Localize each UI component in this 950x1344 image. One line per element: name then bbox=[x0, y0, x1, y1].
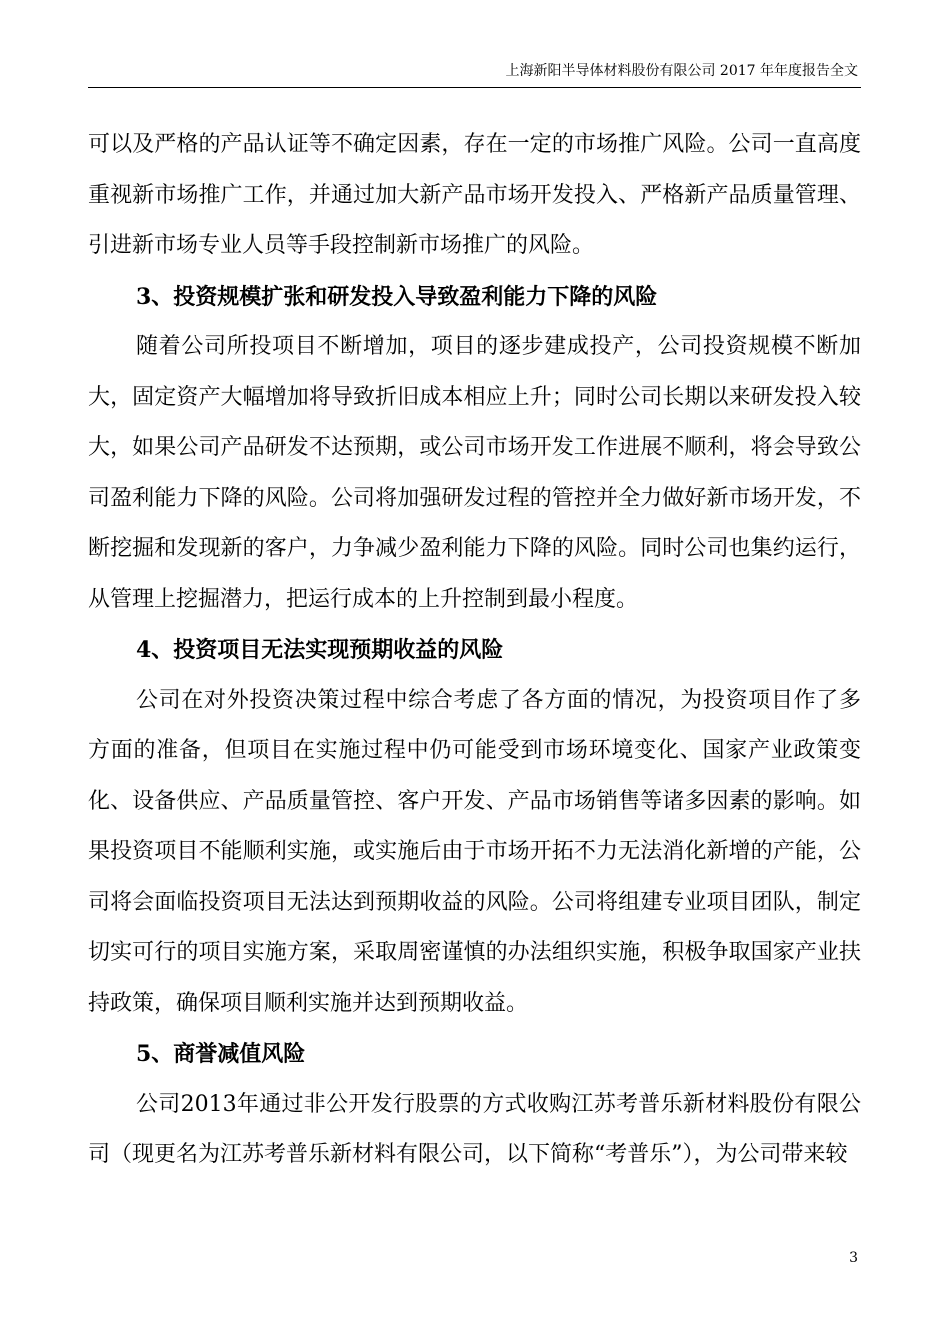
section-heading-3: 3、投资规模扩张和研发投入导致盈利能力下降的风险 bbox=[136, 283, 658, 310]
header-divider bbox=[88, 87, 861, 88]
body-paragraph: 公司在对外投资决策过程中综合考虑了各方面的情况，为投资项目作了多方面的准备，但项目在实施过程中仍可能受到市场环境变化、国家产业政策变化、设备供应、产品质量管控、客户开发、产品市场销售等诸多因素的影响。如果投资项目不能顺利实施，或实施后由于市场开拓不力无法消化新增的产能，公司将会面临投资项目无法达到预期收益的风险。公司将组建专业项目团队，制定切实可行的项目实施方案，采取周密谨慎的办法组织实施，积极争取国家产业扶持政策，确保项目顺利实施并达到预期收益。 bbox=[88, 687, 861, 1016]
page-number: 3 bbox=[849, 1250, 858, 1266]
body-paragraph: 可以及严格的产品认证等不确定因素，存在一定的市场推广风险。公司一直高度重视新市场推广工作，并通过加大新产品市场开发投入、严格新产品质量管理、引进新市场专业人员等手段控制新市场推广的风险。 bbox=[88, 132, 861, 258]
section-heading-4: 4、投资项目无法实现预期收益的风险 bbox=[136, 637, 504, 663]
body-paragraph: 公司2013年通过非公开发行股票的方式收购江苏考普乐新材料股份有限公司（现更名为江苏考普乐新材料有限公司，以下简称“考普乐”），为公司带来较 bbox=[88, 1091, 861, 1167]
body-paragraph: 随着公司所投项目不断增加，项目的逐步建成投产，公司投资规模不断加大，固定资产大幅增加将导致折旧成本相应上升；同时公司长期以来研发投入较大，如果公司产品研发不达预期，或公司市场开发工作进展不顺利，将会导致公司盈利能力下降的风险。公司将加强研发过程的管控并全力做好新市场开发，不断挖掘和发现新的客户，力争减少盈利能力下降的风险。同时公司也集约运行，从管理上挖掘潜力，把运行成本的上升控制到最小程度。 bbox=[88, 334, 861, 612]
page-header-title: 上海新阳半导体材料股份有限公司 2017 年年度报告全文 bbox=[505, 63, 858, 79]
section-heading-5: 5、商誉减值风险 bbox=[136, 1041, 306, 1067]
document-body bbox=[88, 120, 861, 1181]
